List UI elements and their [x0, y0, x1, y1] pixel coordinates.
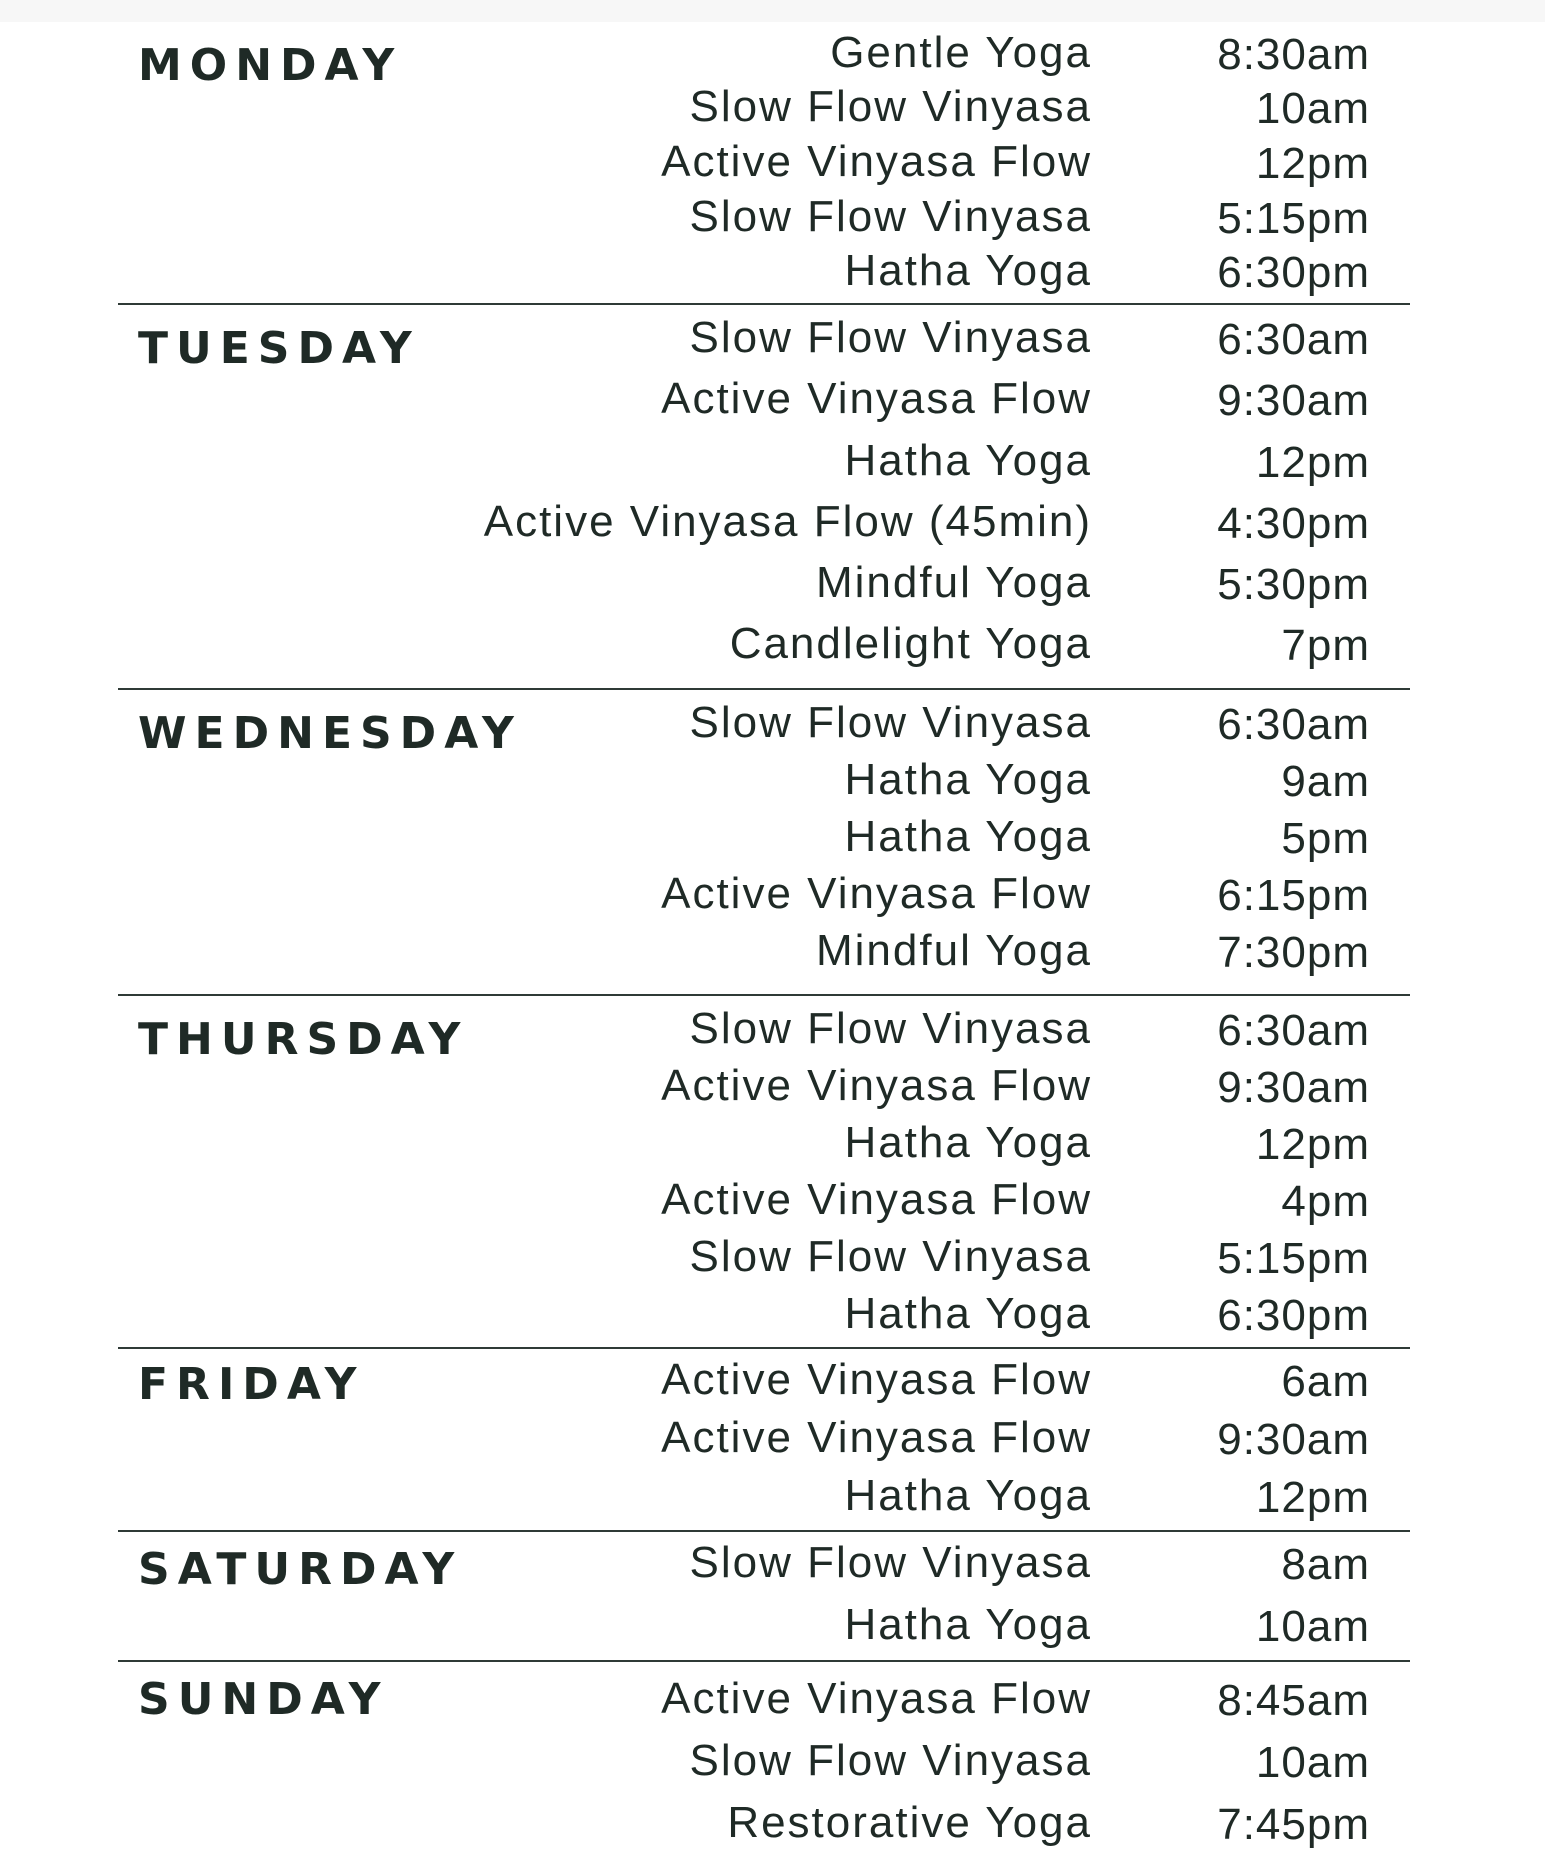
class-name: Hatha Yoga: [844, 1600, 1092, 1649]
class-name: Slow Flow Vinyasa: [689, 1004, 1092, 1053]
class-name: Gentle Yoga: [830, 28, 1092, 77]
class-time: 9:30am: [1217, 1415, 1370, 1464]
class-name: Slow Flow Vinyasa: [689, 1232, 1092, 1281]
class-row: [118, 1736, 1410, 1792]
class-row: [118, 812, 1410, 868]
class-row: [118, 698, 1410, 754]
day-name: TUESDAY: [138, 323, 420, 374]
class-time: 6:30am: [1217, 315, 1370, 364]
class-name: Active Vinyasa Flow: [661, 869, 1092, 918]
day-name: WEDNESDAY: [138, 708, 522, 759]
class-name: Slow Flow Vinyasa: [689, 1538, 1092, 1587]
class-row: [118, 1355, 1410, 1411]
class-row: [118, 1004, 1410, 1060]
class-row: [118, 28, 1410, 84]
class-row: [118, 374, 1410, 430]
class-row: [118, 558, 1410, 614]
class-name: Active Vinyasa Flow (45min): [483, 497, 1092, 546]
class-name: Slow Flow Vinyasa: [689, 192, 1092, 241]
class-time: 8am: [1281, 1540, 1370, 1589]
class-name: Hatha Yoga: [844, 755, 1092, 804]
class-row: [118, 1061, 1410, 1117]
day-section-friday: [118, 1349, 1410, 1532]
class-time: 6:30am: [1217, 700, 1370, 749]
class-time: 12pm: [1255, 438, 1370, 487]
class-time: 10am: [1255, 84, 1370, 133]
weekly-class-schedule: [118, 22, 1410, 1852]
day-name: THURSDAY: [138, 1014, 469, 1065]
class-row: [118, 926, 1410, 982]
class-row: [118, 1118, 1410, 1174]
class-time: 4pm: [1281, 1177, 1370, 1226]
class-row: [118, 1600, 1410, 1656]
class-time: 5pm: [1281, 814, 1370, 863]
class-name: Hatha Yoga: [844, 1289, 1092, 1338]
class-name: Hatha Yoga: [844, 1471, 1092, 1520]
class-row: [118, 1289, 1410, 1345]
class-time: 4:30pm: [1217, 499, 1370, 548]
class-name: Active Vinyasa Flow: [661, 1413, 1092, 1462]
class-row: [118, 246, 1410, 302]
class-name: Slow Flow Vinyasa: [689, 1736, 1092, 1785]
class-time: 6:15pm: [1217, 871, 1370, 920]
class-row: [118, 1798, 1410, 1854]
day-name: SATURDAY: [138, 1544, 463, 1595]
day-section-thursday: [118, 996, 1410, 1349]
class-time: 6:30pm: [1217, 248, 1370, 297]
class-row: [118, 82, 1410, 138]
class-name: Slow Flow Vinyasa: [689, 698, 1092, 747]
day-section-sunday: [118, 1662, 1410, 1852]
class-row: [118, 869, 1410, 925]
class-time: 10am: [1255, 1738, 1370, 1787]
class-time: 7:30pm: [1217, 928, 1370, 977]
class-row: [118, 1674, 1410, 1730]
class-name: Active Vinyasa Flow: [661, 374, 1092, 423]
class-row: [118, 755, 1410, 811]
class-time: 10am: [1255, 1602, 1370, 1651]
class-time: 5:30pm: [1217, 560, 1370, 609]
class-name: Hatha Yoga: [844, 812, 1092, 861]
class-time: 7:45pm: [1217, 1800, 1370, 1849]
class-row: [118, 1175, 1410, 1231]
class-name: Active Vinyasa Flow: [661, 1355, 1092, 1404]
class-time: 6:30pm: [1217, 1291, 1370, 1340]
class-name: Hatha Yoga: [844, 436, 1092, 485]
class-name: Restorative Yoga: [727, 1798, 1092, 1847]
class-time: 12pm: [1255, 1120, 1370, 1169]
class-name: Hatha Yoga: [844, 246, 1092, 295]
day-name: MONDAY: [138, 40, 403, 91]
class-time: 9am: [1281, 757, 1370, 806]
class-row: [118, 192, 1410, 248]
page-top-band: [0, 0, 1545, 22]
class-time: 6:30am: [1217, 1006, 1370, 1055]
class-time: 8:45am: [1217, 1676, 1370, 1725]
class-name: Hatha Yoga: [844, 1118, 1092, 1167]
class-name: Active Vinyasa Flow: [661, 1674, 1092, 1723]
class-time: 8:30am: [1217, 30, 1370, 79]
class-row: [118, 497, 1410, 553]
class-name: Active Vinyasa Flow: [661, 137, 1092, 186]
class-row: [118, 1413, 1410, 1469]
class-row: [118, 137, 1410, 193]
class-row: [118, 436, 1410, 492]
class-time: 6am: [1281, 1357, 1370, 1406]
day-section-monday: [118, 22, 1410, 305]
day-name: FRIDAY: [138, 1359, 365, 1410]
class-name: Mindful Yoga: [816, 558, 1092, 607]
day-name: SUNDAY: [138, 1674, 389, 1725]
class-time: 5:15pm: [1217, 194, 1370, 243]
class-row: [118, 1538, 1410, 1594]
class-time: 12pm: [1255, 1473, 1370, 1522]
class-row: [118, 1232, 1410, 1288]
class-name: Slow Flow Vinyasa: [689, 82, 1092, 131]
class-time: 5:15pm: [1217, 1234, 1370, 1283]
class-time: 7pm: [1281, 621, 1370, 670]
class-name: Active Vinyasa Flow: [661, 1175, 1092, 1224]
class-name: Active Vinyasa Flow: [661, 1061, 1092, 1110]
day-section-saturday: [118, 1532, 1410, 1662]
class-name: Candlelight Yoga: [729, 619, 1092, 668]
day-section-wednesday: [118, 690, 1410, 996]
class-row: [118, 1471, 1410, 1527]
class-time: 9:30am: [1217, 376, 1370, 425]
class-name: Slow Flow Vinyasa: [689, 313, 1092, 362]
class-time: 12pm: [1255, 139, 1370, 188]
class-time: 9:30am: [1217, 1063, 1370, 1112]
day-section-tuesday: [118, 305, 1410, 690]
class-row: [118, 313, 1410, 369]
class-name: Mindful Yoga: [816, 926, 1092, 975]
class-row: [118, 619, 1410, 675]
